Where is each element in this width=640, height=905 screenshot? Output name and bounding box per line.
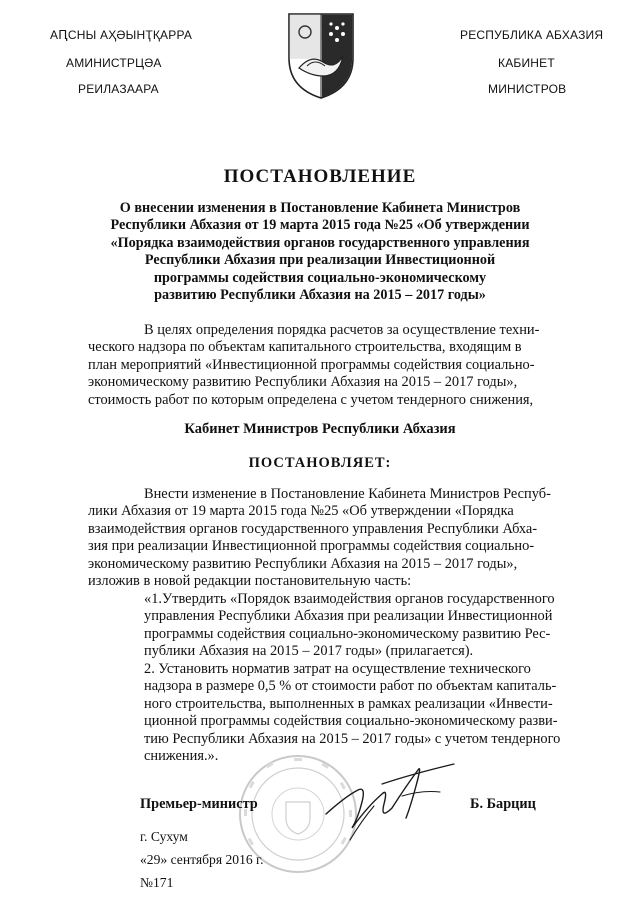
header-right-line-1: РЕСПУБЛИКА АБХАЗИЯ [460,28,604,42]
main-line: лики Абхазия от 19 марта 2015 года №25 «Об утверждении «Порядка [88,503,514,520]
preamble-line: ческого надзора по объектам капитального строительства, входящим в [88,339,522,356]
document-number: №171 [140,875,174,890]
main-line: экономическому развитию Республики Абхазия на 2015 – 2017 годы», [88,555,518,572]
subject-line: программы содействия социально-экономическому [153,269,487,286]
main-line: зия при реализации Инвестиционной программы содействия социально- [88,538,535,555]
item-1-line: публики Абхазия на 2015 – 2017 годы» (прилагается). [144,643,474,660]
preamble-line: план мероприятий «Инвестиционной программы содействия социально- [88,356,535,373]
handwritten-signature [322,756,462,846]
header-left-line-2: АМИНИСТРЦӘА [66,56,162,70]
subject-line: О внесении изменения в Постановление Кабинета Министров [119,200,521,216]
main-paragraph [88,486,593,590]
decree-heading: ПОСТАНОВЛЯЕТ: [248,455,392,471]
main-line: Внести изменение в Постановление Кабинета Министров Респуб- [144,486,551,502]
item-1-paragraph [144,591,593,661]
issue-date: «29» сентября 2016 г. [140,852,264,867]
page-title: ПОСТАНОВЛЕНИЕ [223,166,417,187]
item-2-line: надзора в размере 0,5 % от стоимости работ по объектам капиталь- [144,678,557,695]
item-2-paragraph [144,661,593,765]
item-2-line: 2. Установить норматив затрат на осуществление технического [144,661,531,677]
header-left-line-3: РЕИЛАЗААРА [78,82,159,96]
item-2-line: ционной программы содействия социально-экономическому разви- [144,713,558,730]
preamble-line: В целях определения порядка расчетов за осуществление техни- [144,322,540,338]
subject-line: Республики Абхазия при реализации Инвестиционной [144,252,496,269]
preamble-line: стоимость работ по которым определена с учетом тендерного снижения, [88,391,534,408]
header-right-line-3: МИНИСТРОВ [488,82,567,96]
issue-place: г. Сухум [140,829,188,844]
header-right-line-2: КАБИНЕТ [498,56,555,70]
item-2-line: тию Республики Абхазия на 2015 – 2017 годы» с учетом тендерного [144,730,561,747]
issuing-body: Кабинет Министров Республики Абхазия [184,421,456,437]
subject-line: «Порядка взаимодействия органов государственного управления [110,234,530,251]
preamble-line: экономическому развитию Республики Абхазия на 2015 – 2017 годы», [88,374,518,391]
abkhazia-coat-of-arms-icon [285,10,357,100]
header-left-line-1: АԤСНЫ АҲӘЫНҬҚАРРА [50,28,193,42]
signatory-name: Б. Барциц [470,796,536,812]
document-subject [100,200,540,304]
subject-line: Республики Абхазия от 19 марта 2015 года №25 «Об утверждении [110,217,530,234]
main-line: взаимодействия органов государственного управления Республики Абха- [88,520,538,537]
subject-line: развитию Республики Абхазия на 2015 – 2017 годы» [154,287,486,304]
item-1-line: управления Республики Абхазия при реализации Инвестиционной [144,608,553,625]
item-2-line: снижения.». [144,748,219,765]
item-2-line: ного строительства, выполненных в рамках реализации «Инвести- [144,695,553,712]
signatory-position: Премьер-министр [140,796,258,812]
item-1-line: программы содействия социально-экономическому развитию Рес- [144,625,551,642]
preamble-paragraph [88,322,593,409]
main-line: изложив в новой редакции постановительную часть: [88,573,412,590]
item-1-line: «1.Утвердить «Порядок взаимодействия органов государственного [144,591,555,607]
